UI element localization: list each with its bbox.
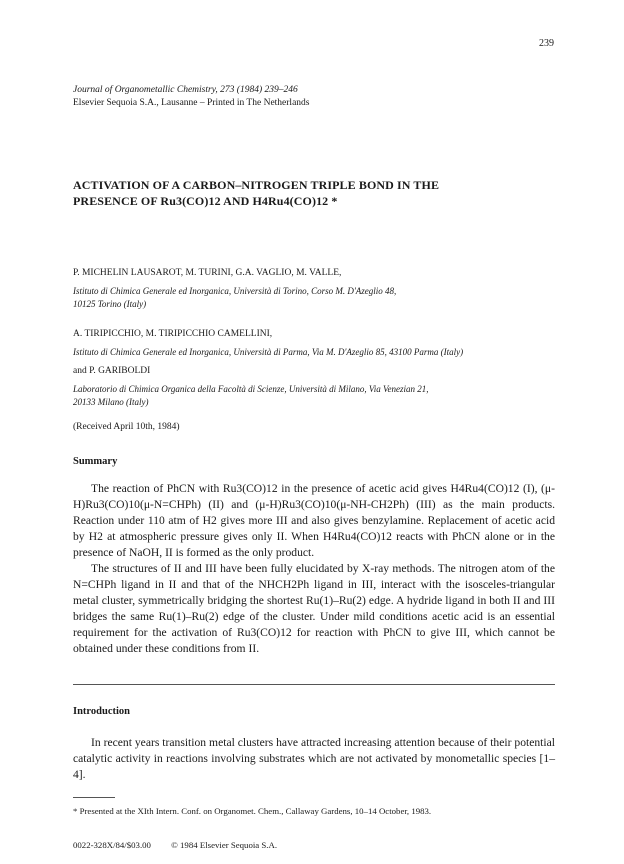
page-number: 239 [539,38,554,49]
summary-body [73,481,555,657]
introduction-heading: Introduction [73,706,130,717]
bottom-line [73,840,295,850]
introduction-body [73,735,555,783]
introduction-paragraph-1: In recent years transition metal clusters have attracted increasing attention because of their potential catalytic activity in reactions involving substrates which are not activated by monometallic species [1–4]. [73,736,555,781]
affiliation: Istituto di Chimica Generale ed Inorganica, Università di Parma, Via M. D'Azeglio 85, 43100 Parma (Italy) [73,347,464,357]
author-group-2 [73,328,553,359]
author-group-3 [73,365,553,409]
authors: and P. GARIBOLDI [73,366,151,376]
title-line-2: PRESENCE OF Ru3(CO)12 AND H4Ru4(CO)12 * [73,194,338,208]
affiliation-line-2: 10125 Torino (Italy) [73,299,147,309]
title-line-1: ACTIVATION OF A CARBON–NITROGEN TRIPLE BOND IN THE [73,178,440,192]
author-group-1 [73,267,553,311]
summary-paragraph-2: The structures of II and III have been fully elucidated by X-ray methods. The nitrogen atom of the N=CHPh ligand in II and that of the NHCH2Ph ligand in III, interact with the isosceles-triangular metal cluster, symmetrically bridging the shortest Ru(1)–Ru(2) edge. A hydride ligand in both II and III bridges the same Ru(1)–Ru(2) edge of the cluster. Under mild conditions acetic acid is an essential requirement for the activation of Ru3(CO)12 for reaction with PhCN to give III, which cannot be obtained under these conditions from II. [73,562,555,655]
received-date: (Received April 10th, 1984) [73,422,180,432]
authors: P. MICHELIN LAUSAROT, M. TURINI, G.A. VAGLIO, M. VALLE, [73,268,342,278]
footnote-rule [73,797,115,798]
article-title [73,177,543,209]
footnote: * Presented at the XIth Intern. Conf. on Organomet. Chem., Callaway Gardens, 10–14 October, 1983. [73,806,432,816]
summary-paragraph-1: The reaction of PhCN with Ru3(CO)12 in the presence of acetic acid gives H4Ru4(CO)12 (I), (μ-H)Ru3(CO)10(μ-N=CHPh) (II) and (μ-H)Ru3(CO)10(μ-NH-CH2Ph) (III) as the main products. Reaction under 110 atm of H2 gives more III and also gives benzylamine. Replacement of acetic acid by H2 at atmospheric pressure gives only II. When H4Ru4(CO)12 reacts with PhCN alone or in the presence of NaOH, II is formed as the only product. [73,482,555,559]
affiliation: Laboratorio di Chimica Organica della Facoltà di Scienze, Università di Milano, Via Venezian 21, [73,384,429,394]
copyright-notice: © 1984 Elsevier Sequoia S.A. [171,840,278,850]
section-divider [73,684,555,685]
authors: A. TIRIPICCHIO, M. TIRIPICCHIO CAMELLINI, [73,329,273,339]
publisher-line: Elsevier Sequoia S.A., Lausanne – Printed in The Netherlands [73,97,310,108]
affiliation: Istituto di Chimica Generale ed Inorganica, Università di Torino, Corso M. D'Azeglio 48, [73,286,397,296]
affiliation-line-2: 20133 Milano (Italy) [73,397,149,407]
summary-heading: Summary [73,456,118,467]
article-code: 0022-328X/84/$03.00 [73,840,151,850]
journal-header [73,84,309,109]
journal-citation: Journal of Organometallic Chemistry, 273 (1984) 239–246 [73,85,298,95]
